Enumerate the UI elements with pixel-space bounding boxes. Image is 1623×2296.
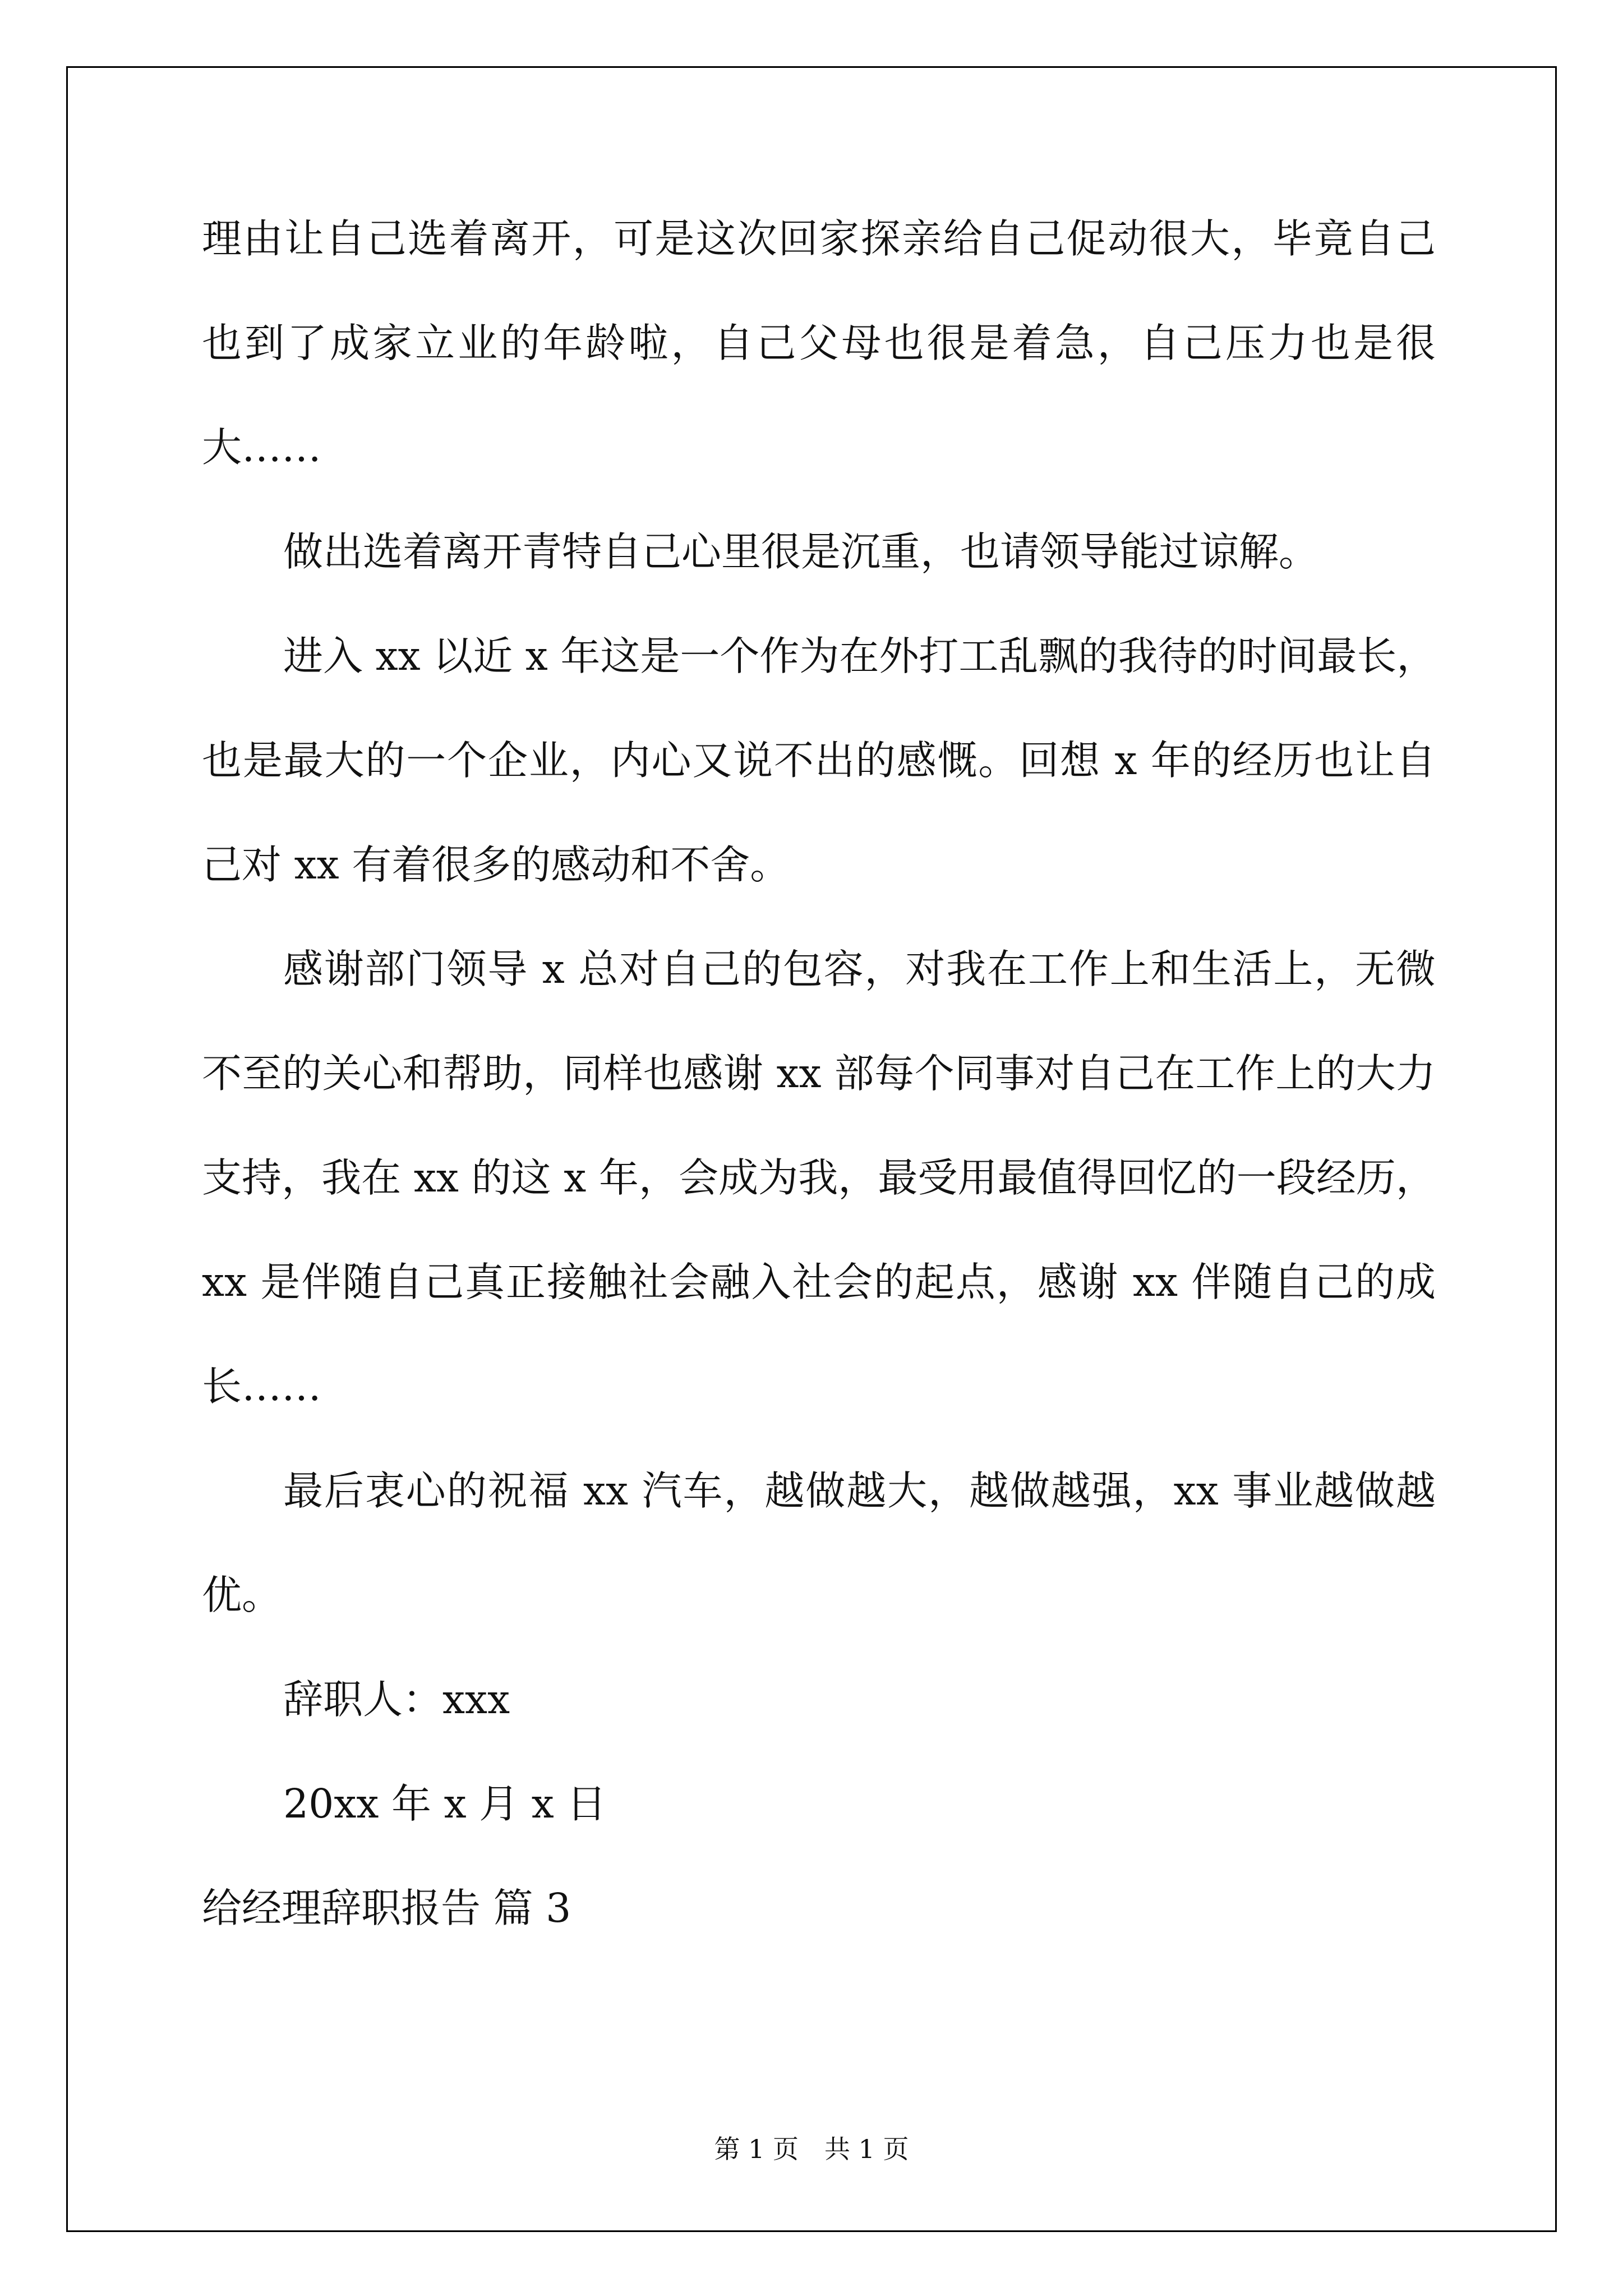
paragraph-3-line-2: 也是最大的一个企业，内心又说不出的感慨。回想 x 年的经历也让自 [202,737,1436,784]
paragraph-1-line-3: 大…… [202,424,322,471]
paragraph-3-line-1: 进入 xx 以近 x 年这是一个作为在外打工乱飘的我待的时间最长， [283,633,1437,679]
paragraph-4-line-1: 感谢部门领导 x 总对自己的包容，对我在工作上和生活上，无微 [283,946,1436,992]
date: 20xx 年 x 月 x 日 [283,1780,607,1827]
paragraph-3-line-3: 己对 xx 有着很多的感动和不舍。 [202,841,790,888]
paragraph-4-line-4: xx 是伴随自己真正接触社会融入社会的起点，感谢 xx 伴随自己的成 [202,1259,1436,1305]
paragraph-4-line-5: 长…… [202,1363,322,1410]
paragraph-4-line-3: 支持，我在 xx 的这 x 年，会成为我，最受用最值得回忆的一段经历， [202,1154,1436,1201]
section-heading: 给经理辞职报告 篇 3 [202,1885,571,1931]
paragraph-5-line-2: 优。 [202,1572,282,1618]
paragraph-5-line-1: 最后衷心的祝福 xx 汽车，越做越大，越做越强，xx 事业越做越 [283,1467,1436,1514]
paragraph-1-line-2: 也到了成家立业的年龄啦，自己父母也很是着急，自己压力也是很 [202,320,1436,366]
paragraph-1-line-1: 理由让自己选着离开，可是这次回家探亲给自己促动很大，毕竟自己 [202,215,1436,262]
page-indicator: 第 1 页 共 1 页 [714,2134,909,2164]
paragraph-2-line-1: 做出选着离开青特自己心里很是沉重，也请领导能过谅解。 [283,528,1319,575]
signature: 辞职人：xxx [283,1676,510,1723]
paragraph-4-line-2: 不至的关心和帮助，同样也感谢 xx 部每个同事对自己在工作上的大力 [202,1050,1436,1097]
